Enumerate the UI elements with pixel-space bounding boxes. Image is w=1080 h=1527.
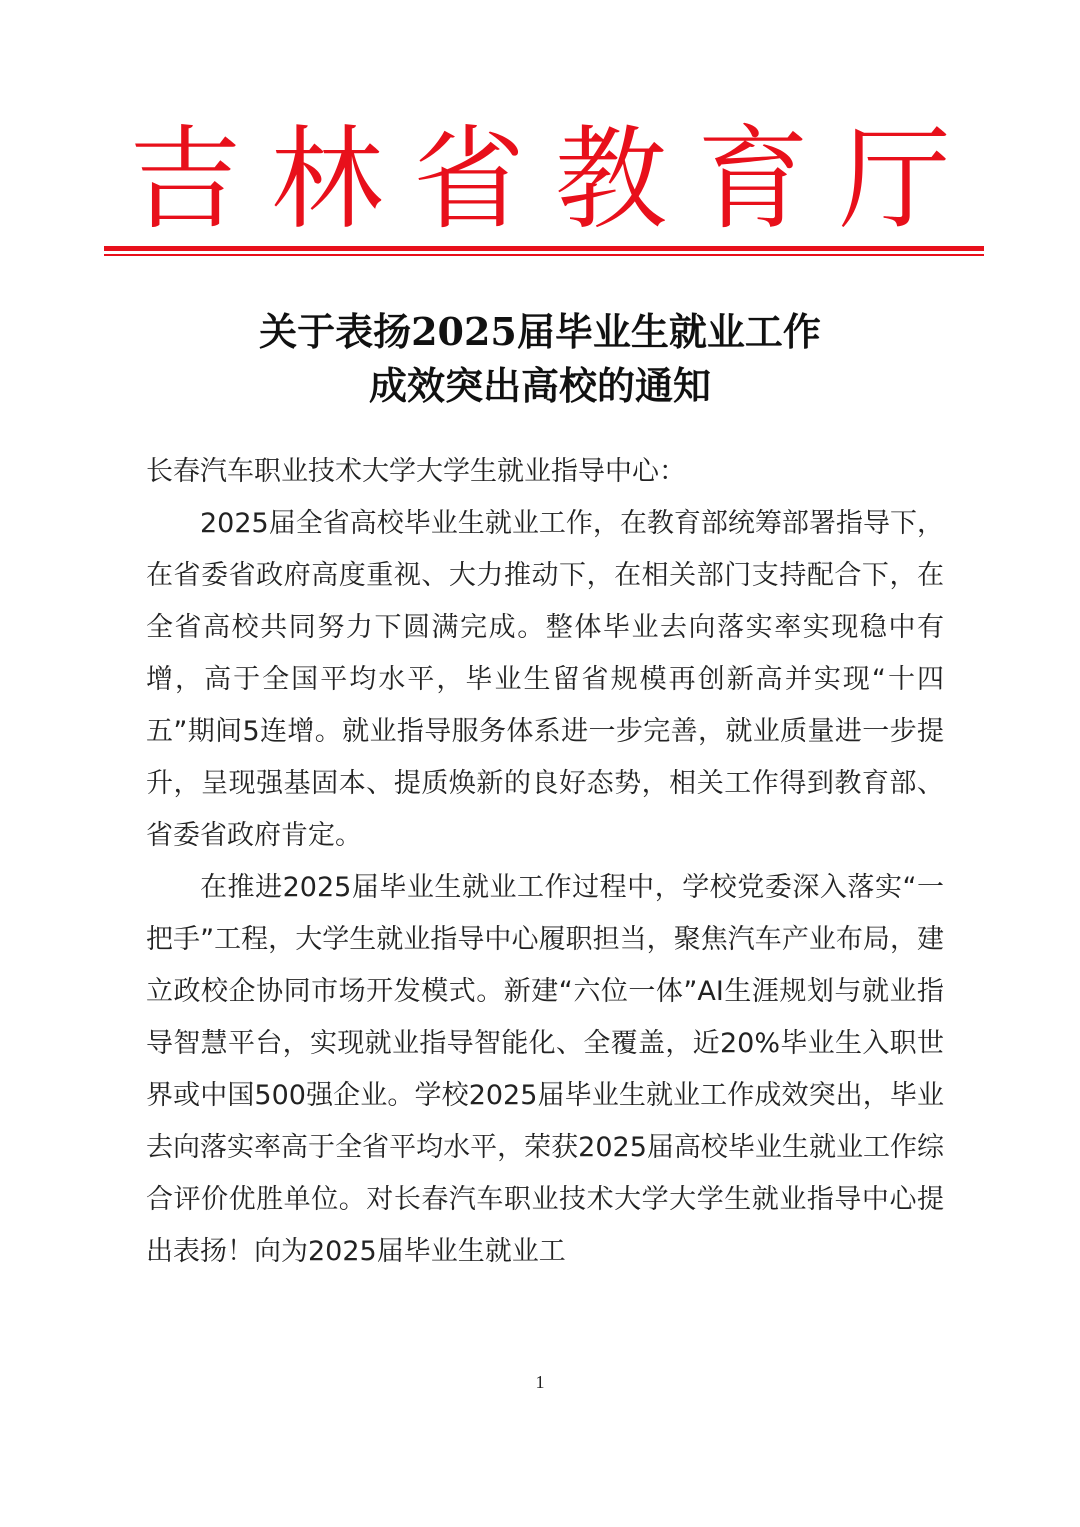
body-paragraph-1: 2025届全省高校毕业生就业工作，在教育部统筹部署指导下，在省委省政府高度重视、大力推动下，在相关部门支持配合下，在全省高校共同努力下圆满完成。整体毕业去向落实率实现稳中有增，高于全国平均水平，毕业生留省规模再创新高并实现“十四五”期间5连增。就业指导服务体系进一步完善，就业质量进一步提升，呈现强基固本、提质焕新的良好态势，相关工作得到教育部、省委省政府肯定。 <box>146 508 944 851</box>
document-title-line-2: 成效突出高校的通知 <box>368 363 711 408</box>
document-body <box>146 446 944 1278</box>
document-title-line-1: 关于表扬2025届毕业生就业工作 <box>259 309 821 354</box>
body-paragraph-2: 在推进2025届毕业生就业工作过程中，学校党委深入落实“一把手”工程，大学生就业指导中心履职担当，聚焦汽车产业布局，建立政校企协同市场开发模式。新建“六位一体”AI生涯规划与就业指导智慧平台，实现就业指导智能化、全覆盖，近20%毕业生入职世界或中国500强企业。学校2025届毕业生就业工作成效突出，毕业去向落实率高于全省平均水平，荣获2025届高校毕业生就业工作综合评价优胜单位。对长春汽车职业技术大学大学生就业指导中心提出表扬！向为2025届毕业生就业工 <box>146 872 944 1267</box>
letterhead-org-name: 吉林省教育厅 <box>129 115 981 245</box>
letterhead-red-rule-thin <box>104 254 984 256</box>
letterhead-red-rule <box>104 246 984 251</box>
salutation: 长春汽车职业技术大学大学生就业指导中心： <box>146 456 686 487</box>
page-number: 1 <box>535 1372 545 1392</box>
